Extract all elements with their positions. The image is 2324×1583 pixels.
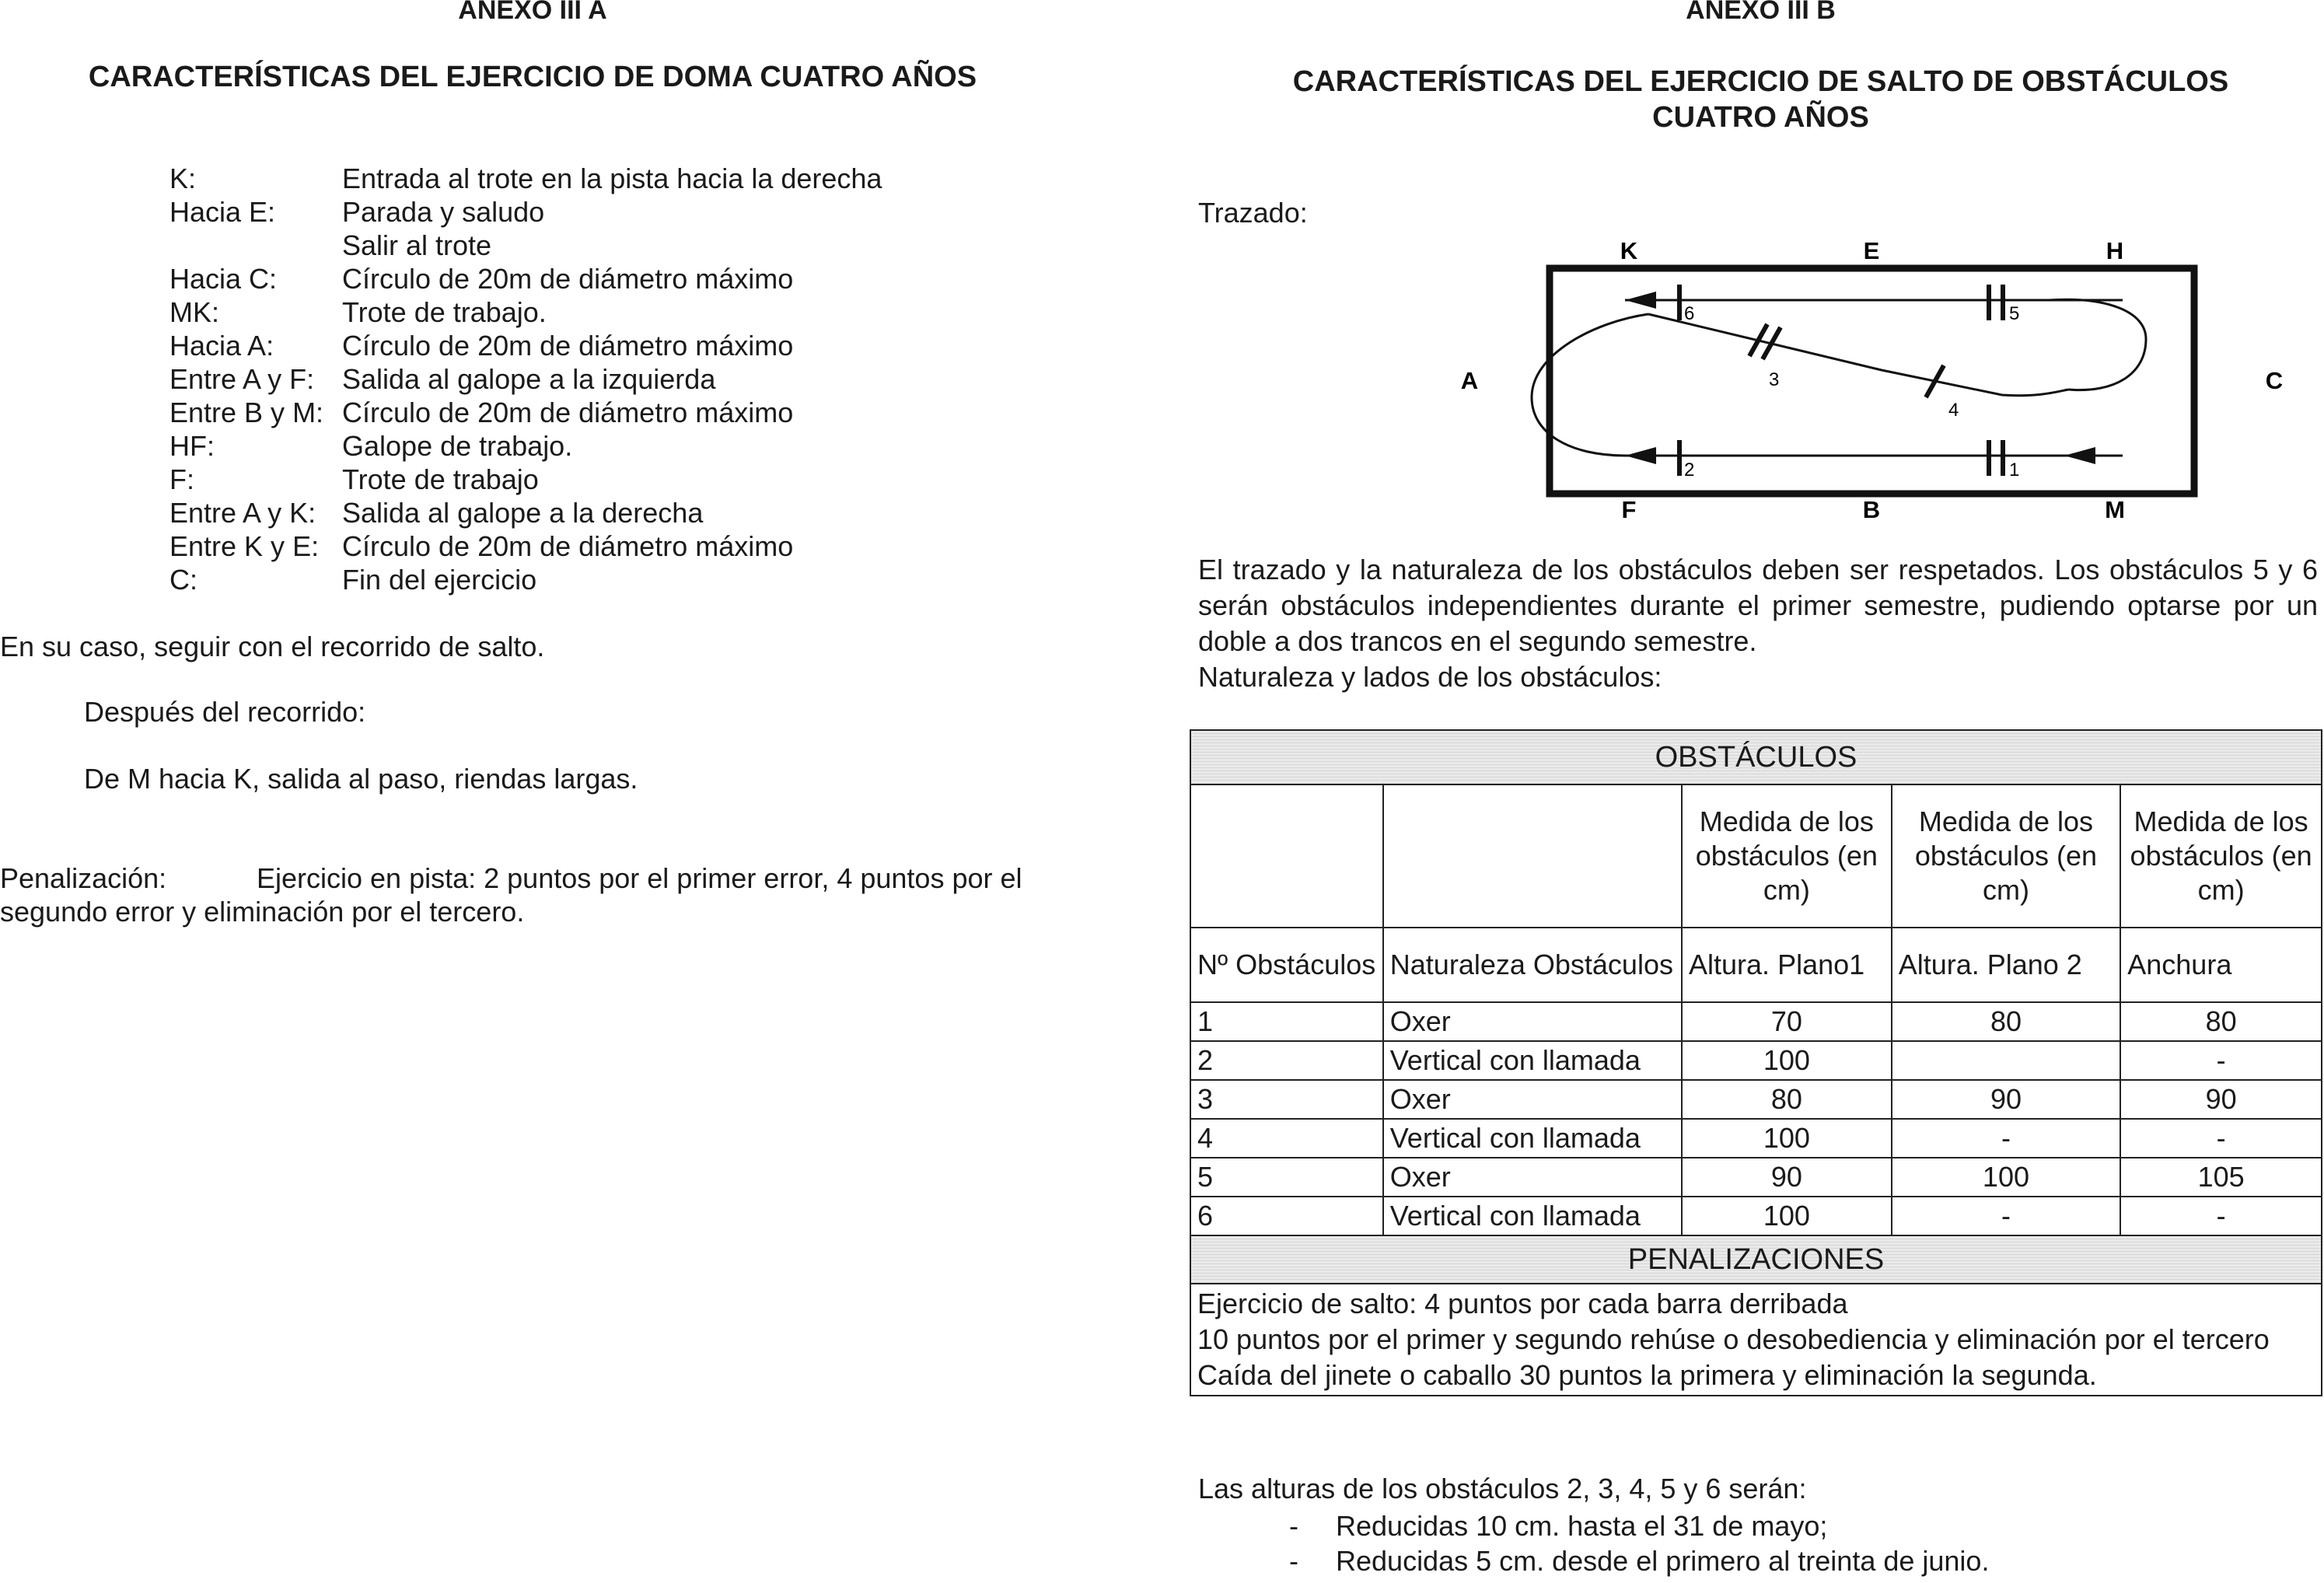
arrow-left-icon bbox=[1625, 292, 1656, 309]
table-row bbox=[1190, 1080, 2322, 1119]
movement-position: HF: bbox=[169, 430, 215, 462]
penalty-label: Penalización: bbox=[0, 862, 167, 894]
movement-description: Salir al trote bbox=[342, 229, 492, 261]
movement-position: Hacia A: bbox=[169, 330, 274, 362]
movement-description: Entrada al trote en la pista hacia la derecha bbox=[342, 162, 882, 194]
movement-description: Círculo de 20m de diámetro máximo bbox=[342, 330, 794, 362]
track-diagonal bbox=[1648, 314, 2068, 396]
movement-position bbox=[169, 229, 342, 262]
penalty-item: 10 puntos por el primer y segundo rehúse o desobediencia y eliminación por el tercero bbox=[1197, 1323, 2270, 1355]
naturaleza-label: Naturaleza y lados de los obstáculos: bbox=[1198, 661, 1662, 693]
table-row bbox=[1190, 1119, 2322, 1158]
movement-position: Hacia E: bbox=[169, 196, 276, 228]
table-row bbox=[1190, 1041, 2322, 1080]
obstacle-alt2: - bbox=[1892, 1119, 2121, 1158]
course-description bbox=[1198, 552, 2318, 695]
col-alt2-header: Altura. Plano 2 bbox=[1892, 928, 2121, 1002]
col-anch-header: Anchura bbox=[2120, 928, 2322, 1002]
obstacle-nature: Oxer bbox=[1383, 1080, 1682, 1119]
obstacle-width: - bbox=[2120, 1041, 2322, 1080]
movement-row bbox=[169, 229, 1064, 262]
obstacle-nature: Vertical con llamada bbox=[1383, 1197, 1682, 1235]
jumping-title-line1: CARACTERÍSTICAS DEL EJERCICIO DE SALTO DE OBSTÁCULOS bbox=[1292, 65, 2229, 98]
movement-position: K: bbox=[169, 162, 197, 194]
col-num-header: Nº Obstáculos bbox=[1190, 928, 1383, 1002]
letter-a: A bbox=[1460, 367, 1479, 394]
letter-f: F bbox=[1621, 496, 1637, 523]
obstacle-alt2: 100 bbox=[1892, 1158, 2121, 1197]
movement-description: Salida al galope a la izquierda bbox=[342, 363, 716, 395]
movement-row bbox=[169, 362, 1064, 396]
table-row bbox=[1190, 1197, 2322, 1235]
dressage-title: CARACTERÍSTICAS DEL EJERCICIO DE DOMA CUATRO AÑOS bbox=[88, 61, 977, 93]
list-dash: - bbox=[1289, 1545, 1298, 1577]
movement-position: Entre A y K: bbox=[169, 497, 316, 529]
obstacle-alt1: 70 bbox=[1682, 1002, 1892, 1041]
alturas-text: Las alturas de los obstáculos 2, 3, 4, 5 y 6 serán: bbox=[1198, 1473, 1807, 1504]
obstacle-number: 2 bbox=[1190, 1041, 1383, 1080]
jumping-title-line2: CUATRO AÑOS bbox=[1652, 101, 1869, 134]
table-row bbox=[1190, 1158, 2322, 1197]
obstacle-number: 6 bbox=[1190, 1197, 1383, 1235]
penalty-text-continued: segundo error y eliminación por el tercero. bbox=[0, 896, 525, 928]
movement-position: MK: bbox=[169, 296, 220, 328]
obstacle-alt1: 80 bbox=[1682, 1080, 1892, 1119]
movement-row bbox=[169, 563, 1064, 596]
walk-instruction: De M hacia K, salida al paso, riendas largas. bbox=[84, 763, 638, 795]
trazado-label: Trazado: bbox=[1198, 197, 1308, 229]
reduction-text: Reducidas 5 cm. desde el primero al treinta de junio. bbox=[1336, 1545, 1990, 1577]
movement-description: Trote de trabajo. bbox=[342, 296, 547, 328]
movement-position: F: bbox=[169, 463, 194, 495]
obstacle-alt2: - bbox=[1892, 1197, 2121, 1235]
obstacle-1-label: 1 bbox=[2009, 460, 2020, 480]
movement-row bbox=[169, 195, 1064, 229]
penalizaciones-title: PENALIZACIONES bbox=[1190, 1235, 2322, 1284]
course-paragraph: El trazado y la naturaleza de los obstáculos deben ser respetados. Los obstáculos 5 y 6 serán obstáculos independientes durante el primer semestre, pudiendo optarse por un doble a dos trancos en el segundo semestre. bbox=[1198, 554, 2318, 657]
dressage-penalty bbox=[0, 861, 1067, 928]
movement-description: Parada y saludo bbox=[342, 196, 545, 228]
movement-row bbox=[169, 329, 1064, 362]
jumping-title bbox=[1197, 64, 2324, 135]
movement-position: Hacia C: bbox=[169, 263, 278, 295]
list-item bbox=[1289, 1508, 1989, 1543]
track-curve-right bbox=[2049, 299, 2146, 390]
penalizaciones-content-row bbox=[1190, 1284, 2322, 1396]
movement-row bbox=[169, 429, 1064, 463]
arrow-left-icon bbox=[1625, 447, 1656, 464]
obstacle-alt2: 80 bbox=[1892, 1002, 2121, 1041]
obstacle-nature: Oxer bbox=[1383, 1002, 1682, 1041]
course-diagram bbox=[1337, 230, 2284, 523]
letter-e: E bbox=[1863, 237, 1880, 264]
obstacle-alt1: 100 bbox=[1682, 1041, 1892, 1080]
empty-header-cell bbox=[1190, 785, 1383, 928]
obstacle-table bbox=[1190, 729, 2322, 1396]
obstacle-6-label: 6 bbox=[1684, 303, 1695, 324]
penalty-item: Caída del jinete o caballo 30 puntos la primera y eliminación la segunda. bbox=[1197, 1359, 2097, 1391]
movement-row bbox=[169, 496, 1064, 529]
obstacle-alt1: 100 bbox=[1682, 1119, 1892, 1158]
obstacle-width: 90 bbox=[2120, 1080, 2322, 1119]
movement-description: Fin del ejercicio bbox=[342, 564, 537, 596]
obstacle-nature: Vertical con llamada bbox=[1383, 1041, 1682, 1080]
anexo-a-heading: ANEXO III A bbox=[458, 0, 607, 25]
movement-description: Círculo de 20m de diámetro máximo bbox=[342, 530, 794, 562]
reduction-list bbox=[1289, 1508, 1989, 1578]
medida-header: Medida de los obstáculos (en cm) bbox=[1892, 785, 2121, 928]
dressage-movement-list bbox=[169, 162, 1064, 596]
movement-row bbox=[169, 295, 1064, 329]
movement-position: Entre K y E: bbox=[169, 530, 320, 562]
penalty-text: Ejercicio en pista: 2 puntos por el primer error, 4 puntos por el bbox=[257, 862, 1022, 894]
obstacle-nature: Vertical con llamada bbox=[1383, 1119, 1682, 1158]
movement-description: Trote de trabajo bbox=[342, 463, 539, 495]
medida-header: Medida de los obstáculos (en cm) bbox=[2120, 785, 2322, 928]
obstacle-number: 4 bbox=[1190, 1119, 1383, 1158]
empty-header-cell bbox=[1383, 785, 1682, 928]
obstacle-width: 105 bbox=[2120, 1158, 2322, 1197]
despues-label: Después del recorrido: bbox=[84, 696, 366, 728]
obstacle-number: 1 bbox=[1190, 1002, 1383, 1041]
arrow-left-icon bbox=[2064, 447, 2095, 464]
letter-h: H bbox=[2106, 237, 2124, 264]
table-title-row bbox=[1190, 730, 2322, 785]
penalizaciones-content bbox=[1190, 1284, 2322, 1396]
obstacle-number: 3 bbox=[1190, 1080, 1383, 1119]
letter-m: M bbox=[2105, 496, 2125, 523]
movement-row bbox=[169, 396, 1064, 429]
salto-note: En su caso, seguir con el recorrido de salto. bbox=[0, 631, 545, 662]
movement-description: Círculo de 20m de diámetro máximo bbox=[342, 397, 794, 428]
table-header-row bbox=[1190, 785, 2322, 928]
list-dash: - bbox=[1289, 1510, 1298, 1542]
obstacle-alt2: 90 bbox=[1892, 1080, 2121, 1119]
table-row bbox=[1190, 1002, 2322, 1041]
reduction-text: Reducidas 10 cm. hasta el 31 de mayo; bbox=[1336, 1510, 1828, 1542]
movement-row bbox=[169, 162, 1064, 195]
obstacle-3-label: 3 bbox=[1769, 369, 1780, 390]
medida-header: Medida de los obstáculos (en cm) bbox=[1682, 785, 1892, 928]
obstacle-2-label: 2 bbox=[1684, 460, 1695, 480]
obstacle-width: - bbox=[2120, 1119, 2322, 1158]
obstacle-width: - bbox=[2120, 1197, 2322, 1235]
letter-k: K bbox=[1620, 237, 1638, 264]
letter-b: B bbox=[1862, 496, 1881, 523]
movement-position: Entre B y M: bbox=[169, 397, 324, 428]
obstacle-4-label: 4 bbox=[1948, 400, 1959, 421]
anexo-b-heading: ANEXO III B bbox=[1686, 0, 1836, 25]
movement-row bbox=[169, 463, 1064, 496]
obstacle-5-label: 5 bbox=[2009, 303, 2020, 324]
movement-description: Galope de trabajo. bbox=[342, 430, 573, 462]
movement-description: Círculo de 20m de diámetro máximo bbox=[342, 263, 794, 295]
movement-row bbox=[169, 529, 1064, 563]
penalty-item: Ejercicio de salto: 4 puntos por cada barra derribada bbox=[1197, 1288, 1848, 1319]
obstacle-alt1: 100 bbox=[1682, 1197, 1892, 1235]
obstacle-alt2 bbox=[1892, 1041, 2121, 1080]
obstacles-title: OBSTÁCULOS bbox=[1190, 730, 2322, 785]
list-item bbox=[1289, 1543, 1989, 1578]
obstacle-alt1: 90 bbox=[1682, 1158, 1892, 1197]
obstacle-nature: Oxer bbox=[1383, 1158, 1682, 1197]
col-nat-header: Naturaleza Obstáculos bbox=[1383, 928, 1682, 1002]
movement-position: C: bbox=[169, 564, 197, 596]
penalizaciones-title-row bbox=[1190, 1235, 2322, 1284]
col-alt1-header: Altura. Plano1 bbox=[1682, 928, 1892, 1002]
table-subheader-row bbox=[1190, 928, 2322, 1002]
obstacle-width: 80 bbox=[2120, 1002, 2322, 1041]
letter-c: C bbox=[2265, 367, 2284, 394]
movement-description: Salida al galope a la derecha bbox=[342, 497, 704, 529]
movement-position: Entre A y F: bbox=[169, 363, 315, 395]
obstacle-number: 5 bbox=[1190, 1158, 1383, 1197]
movement-row bbox=[169, 262, 1064, 295]
